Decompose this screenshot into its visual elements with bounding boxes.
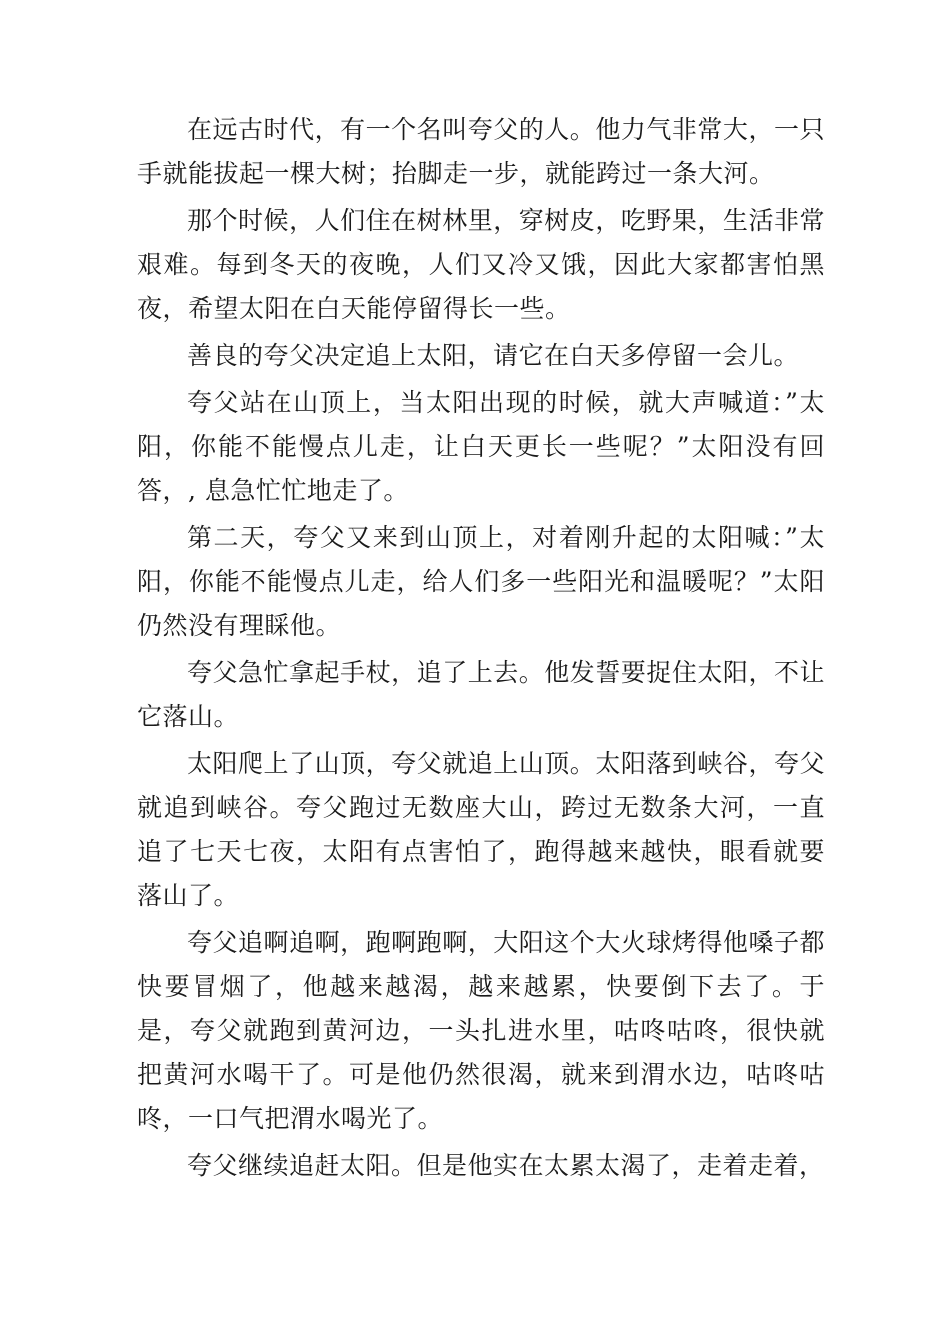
paragraph: 夸父继续追赶太阳。但是他实在太累太渴了，走着走着， [187, 1151, 825, 1180]
paragraph: 第二天，夸父又来到山顶上，对着刚升起的太阳喊：”太阳，你能不能慢点儿走，给人们多一些阳光和温暖呢？”太阳仍然没有理睬他。 [137, 523, 825, 640]
story-text [137, 108, 825, 1191]
paragraph: 太阳爬上了山顶，夸父就追上山顶。太阳落到峡谷，夸父就追到峡谷。夸父跑过无数座大山，跨过无数条大河，一直追了七天七夜，太阳有点害怕了，跑得越来越快，眼看就要落山了。 [137, 749, 825, 910]
paragraph: 夸父急忙拿起手杖，追了上去。他发誓要捉住太阳，不让它落山。 [137, 658, 825, 731]
paragraph: 善良的夸父决定追上太阳，请它在白天多停留一会儿。 [187, 341, 800, 370]
paragraph: 那个时候，人们住在树林里，穿树皮，吃野果，生活非常艰难。每到冬天的夜晚，人们又冷又饿，因此大家都害怕黑夜，希望太阳在白天能停留得长一些。 [137, 206, 825, 323]
paragraph: 夸父站在山顶上，当太阳出现的时候，就大声喊道：”太阳，你能不能慢点儿走，让白天更长一些呢？”太阳没有回答，, 息急忙忙地走了。 [137, 388, 825, 505]
paragraph: 在远古时代，有一个名叫夸父的人。他力气非常大，一只手就能拔起一棵大树；抬脚走一步，就能跨过一条大河。 [137, 115, 825, 188]
paragraph: 夸父追啊追啊，跑啊跑啊，大阳这个大火球烤得他嗓子都快要冒烟了，他越来越渴，越来越累，快要倒下去了。于是，夸父就跑到黄河边，一头扎进水里，咕咚咕咚，很快就把黄河水喝干了。可是他仍然很渴，就来到渭水边，咕咚咕咚，一口气把渭水喝光了。 [137, 928, 825, 1133]
